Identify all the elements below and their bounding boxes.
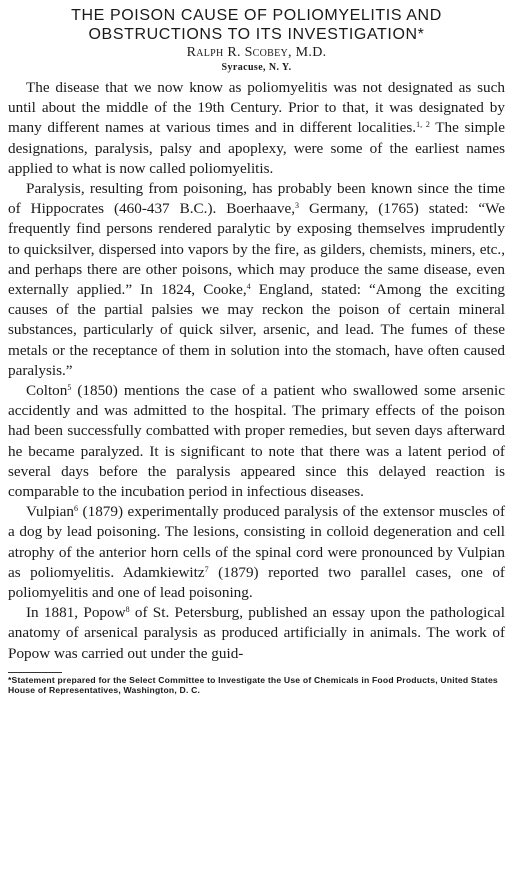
paragraph-text: Colton: [26, 382, 68, 400]
reference-marker: 8: [125, 605, 130, 615]
body-paragraph: [8, 78, 505, 179]
paragraph-text: The simple designations, paralysis, palsy and apoplexy, were some of the earliest names applied to what is now called poliomyelitis.: [8, 119, 505, 177]
author-affiliation: Syracuse, N. Y.: [221, 62, 292, 73]
footnote-rule: [8, 672, 62, 673]
paragraph-text: (1850) mentions the case of a patient who swallowed some arsenic accidently and was admitted to the hospital. The primary effects of the poison had been successfully combatted with proper remedies, but seven days afterward he became paralyzed. It is significant to note that there was a latent period of several days before the paralysis appeared since this delayed reaction is comparable to the incubation period in infectious diseases.: [8, 382, 505, 501]
article-title: [8, 6, 505, 44]
body-paragraph: [8, 381, 505, 502]
reference-marker: 6: [74, 504, 79, 514]
article-title-line-2: OBSTRUCTIONS TO ITS INVESTIGATION*: [88, 26, 425, 43]
body-paragraph: [8, 603, 505, 664]
paragraph-text: (1879) reported two parallel cases, one of poliomyelitis and one of lead poisoning.: [8, 563, 505, 602]
reference-marker: 4: [246, 282, 251, 292]
footnote: *Statement prepared for the Select Committee to Investigate the Use of Chemicals in Food Products, United States House of Representatives, Washington, D. C.: [8, 674, 498, 695]
reference-marker: 1, 2: [416, 120, 430, 130]
paragraph-text: In 1881, Popow: [26, 604, 126, 622]
paragraph-text: of St. Petersburg, published an essay upon the pathological anatomy of arsenical paralysis as produced artificially in animals. The work of Popow was carried out under the guid-: [8, 604, 505, 662]
reference-marker: 3: [295, 201, 300, 211]
article-title-line-1: THE POISON CAUSE OF POLIOMYELITIS AND: [71, 7, 442, 24]
paragraph-text: Paralysis, resulting from poisoning, has probably been known since the time of Hippocrates (460-437 B.C.). Boerhaave,: [8, 180, 505, 218]
paragraph-text: Germany, (1765) stated: “We frequently find persons rendered paralytic by exposing themselves imprudently to quicksilver, dispersed into vapors by the fire, as gilders, chemists, miners, etc., and perhaps there are other poisons, which may produce the same disease, even externally applied.” In 1824, Cooke,: [8, 200, 505, 299]
body-paragraph: [8, 502, 505, 603]
paragraph-text: Vulpian: [26, 503, 75, 521]
author-name: Ralph R. Scobey, M.D.: [186, 45, 327, 60]
body-paragraph: [8, 179, 505, 381]
article-body: [8, 78, 505, 664]
paragraph-text: (1879) experimentally produced paralysis of the extensor muscles of a dog by lead poisoning. The lesions, consisting in colloid degeneration and cell atrophy of the anterior horn cells of the spinal cord were pronounced by Vulpian as poliomyelitis. Adamkiewitz: [8, 503, 505, 581]
paragraph-text: The disease that we now know as poliomyelitis was not designated as such until about the middle of the 19th Century. Prior to that, it was designated by many different names at various times and in different localities.: [8, 79, 505, 137]
reference-marker: 7: [204, 564, 209, 574]
paragraph-text: England, stated: “Among the exciting causes of the partial palsies we may reckon the poison of certain mineral substances, particularly of quick silver, arsenic, and lead. The fumes of these metals or the receptance of them in solution into the stomach, have often caused paralysis.”: [8, 281, 506, 379]
reference-marker: 5: [67, 383, 72, 393]
